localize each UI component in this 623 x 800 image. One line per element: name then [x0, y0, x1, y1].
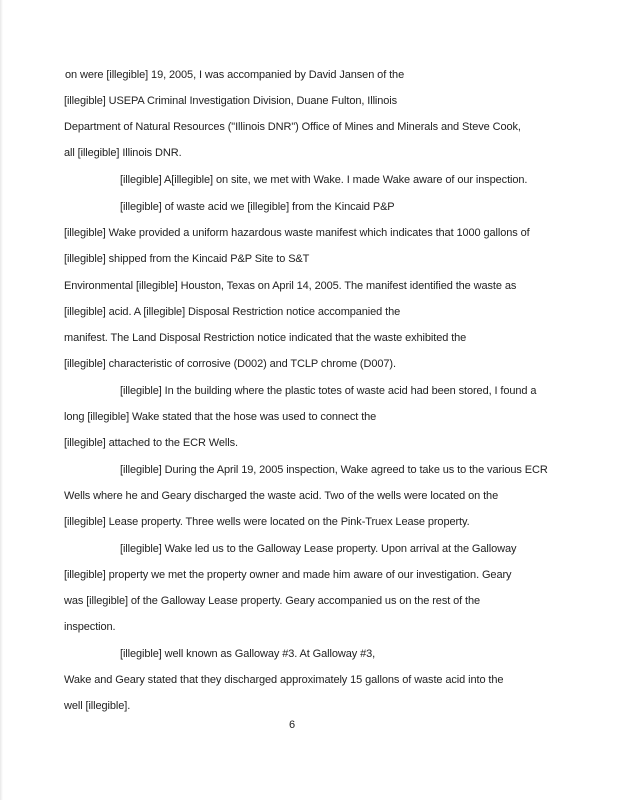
text-line-7: [illegible] Wake provided a uniform hazardous waste manifest which indicates that 1000 gallons of [64, 227, 530, 239]
text-line-2: [illegible] USEPA Criminal Investigation Division, Duane Fulton, Illinois [64, 95, 398, 107]
text-line-11: manifest. The Land Disposal Restriction notice indicated that the waste exhibited the [64, 332, 467, 344]
text-line-12: [illegible] characteristic of corrosive (D002) and TCLP chrome (D007). [64, 358, 396, 370]
text-line-17: Wells where he and Geary discharged the waste acid. Two of the wells were located on the [64, 490, 499, 502]
text-line-23: [illegible] well known as Galloway #3. At Galloway #3, [120, 648, 376, 660]
text-line-24: Wake and Geary stated that they discharged approximately 15 gallons of waste acid into the [64, 674, 504, 686]
text-line-16: [illegible] During the April 19, 2005 inspection, Wake agreed to take us to the various ECR [120, 464, 548, 476]
text-line-20: [illegible] property we met the property owner and made him aware of our investigation. Geary [64, 569, 512, 581]
text-line-4: all [illegible] Illinois DNR. [64, 147, 182, 159]
page-number: 6 [289, 719, 296, 731]
text-line-10: [illegible] acid. A [illegible] Disposal Restriction notice accompanied the [64, 306, 401, 318]
text-line-22: inspection. [64, 621, 116, 633]
text-line-5: [illegible] A[illegible] on site, we met with Wake. I made Wake aware of our inspection. [120, 174, 528, 186]
text-line-6: [illegible] of waste acid we [illegible] from the Kincaid P&P [120, 201, 395, 213]
text-line-19: [illegible] Wake led us to the Galloway Lease property. Upon arrival at the Galloway [120, 543, 517, 555]
text-line-14: long [illegible] Wake stated that the hose was used to connect the [64, 411, 377, 423]
text-line-18: [illegible] Lease property. Three wells were located on the Pink-Truex Lease property. [64, 516, 470, 528]
text-line-1: on were [illegible] 19, 2005, I was accompanied by David Jansen of the [65, 69, 405, 81]
text-line-21: was [illegible] of the Galloway Lease property. Geary accompanied us on the rest of the [64, 595, 481, 607]
text-line-13: [illegible] In the building where the plastic totes of waste acid had been stored, I found a [120, 385, 537, 397]
text-line-8: [illegible] shipped from the Kincaid P&P Site to S&T [64, 253, 310, 265]
text-line-25: well [illegible]. [64, 700, 131, 712]
text-line-3: Department of Natural Resources ("Illinois DNR") Office of Mines and Minerals and Steve Cook, [64, 121, 521, 133]
text-line-9: Environmental [illegible] Houston, Texas on April 14, 2005. The manifest identified the waste as [64, 280, 517, 292]
scan-edge [0, 0, 3, 800]
text-line-15: [illegible] attached to the ECR Wells. [64, 437, 238, 449]
